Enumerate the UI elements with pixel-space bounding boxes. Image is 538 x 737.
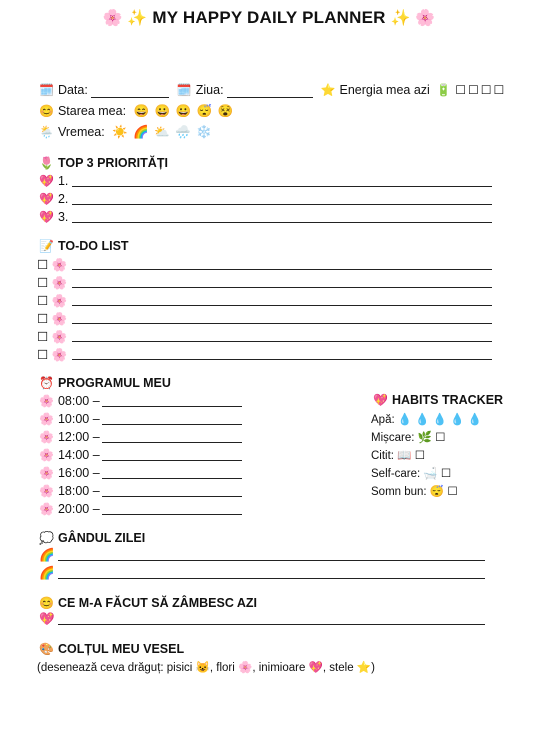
schedule-line[interactable] — [102, 424, 242, 425]
weather-row — [39, 124, 213, 140]
habit-item — [371, 430, 445, 444]
star-icon: ⭐ — [320, 83, 336, 97]
thought-bubble-icon: 💭 — [39, 531, 54, 545]
schedule-line[interactable] — [102, 406, 242, 407]
smile-icon: 😊 — [39, 596, 54, 610]
thought-title: GÂNDUL ZILEI — [57, 531, 146, 545]
schedule-slot — [39, 430, 100, 444]
flower-icon: 🌸 — [51, 294, 68, 308]
schedule-line[interactable] — [102, 514, 242, 515]
priority-number: 3. — [57, 210, 69, 224]
habit-item — [371, 448, 425, 462]
todo-line[interactable] — [72, 323, 492, 324]
flower-icon: 🌸 — [51, 348, 68, 362]
todo-title: TO-DO LIST — [57, 239, 129, 253]
heart-icon: 💖 — [373, 393, 388, 407]
priorities-heading — [39, 156, 168, 170]
weather-icon: 🌦️ — [39, 125, 54, 139]
thought-line-2[interactable] — [58, 578, 485, 579]
habit-checkbox[interactable]: 📖 ☐ — [397, 450, 426, 462]
smile-heading — [39, 596, 257, 610]
corner-text: , inimioare — [252, 662, 306, 674]
date-label: Data: — [57, 83, 88, 97]
schedule-heading — [39, 376, 171, 390]
star-icon: ⭐ — [356, 662, 372, 674]
habit-label: Citit: — [371, 450, 394, 462]
todo-line[interactable] — [72, 287, 492, 288]
flower-icon: 🌸 — [51, 330, 68, 344]
corner-text: (desenează ceva drăguț: pisici — [37, 662, 193, 674]
habit-checkbox[interactable]: 😴 ☐ — [429, 486, 458, 498]
weather-options[interactable]: ☀️ 🌈 ⛅ 🌧️ ❄️ — [112, 125, 213, 139]
date-field[interactable] — [91, 85, 169, 98]
flower-icon: 🌸 — [39, 394, 54, 408]
rainbow-icon: 🌈 — [39, 566, 55, 580]
flower-icon: 🌸 — [39, 430, 54, 444]
smile-icon: 😊 — [39, 104, 54, 118]
schedule-time: 14:00 – — [57, 448, 100, 462]
flower-icon: 🌸 — [39, 466, 54, 480]
todo-checkbox[interactable]: ☐ — [37, 258, 49, 272]
rainbow-icon: 🌈 — [39, 548, 55, 562]
todo-item — [37, 311, 67, 327]
habit-item — [371, 484, 458, 498]
heart-icon: 💖 — [308, 662, 323, 674]
thought-line-1[interactable] — [58, 560, 485, 561]
corner-text: , flori — [209, 662, 235, 674]
heart-icon: 💖 — [39, 612, 55, 626]
priority-line-2[interactable] — [72, 204, 492, 205]
priority-line-3[interactable] — [72, 222, 492, 223]
schedule-line[interactable] — [102, 442, 242, 443]
heart-icon: 💖 — [39, 210, 54, 224]
memo-icon: 📝 — [39, 239, 54, 253]
energy-label: Energia mea azi — [339, 83, 430, 97]
todo-checkbox[interactable]: ☐ — [37, 276, 49, 290]
todo-checkbox[interactable]: ☐ — [37, 294, 49, 308]
battery-icon: 🔋 — [436, 83, 452, 97]
flower-sparkle-icon: 🌸 ✨ — [102, 10, 148, 27]
page-title — [0, 8, 538, 28]
priority-line-1[interactable] — [72, 186, 492, 187]
schedule-time: 08:00 – — [57, 394, 100, 408]
todo-line[interactable] — [72, 359, 492, 360]
weather-label: Vremea: — [57, 125, 105, 139]
heart-icon: 💖 — [39, 192, 54, 206]
priority-item — [39, 192, 68, 206]
corner-heading — [39, 642, 184, 656]
habit-checkbox[interactable]: 🌿 ☐ — [417, 432, 446, 444]
schedule-slot — [39, 448, 100, 462]
todo-item — [37, 293, 67, 309]
todo-item — [37, 275, 67, 291]
heart-icon: 💖 — [39, 174, 54, 188]
mood-label: Starea mea: — [57, 104, 127, 118]
schedule-line[interactable] — [102, 496, 242, 497]
schedule-time: 12:00 – — [57, 430, 100, 444]
schedule-time: 10:00 – — [57, 412, 100, 426]
flower-icon: 🌸 — [51, 312, 68, 326]
calendar-icon: 🗓️ — [39, 83, 54, 97]
corner-text: ) — [371, 662, 375, 674]
tulip-icon: 🌷 — [39, 156, 54, 170]
todo-item — [37, 347, 67, 363]
priority-number: 1. — [57, 174, 69, 188]
mood-row — [39, 103, 234, 119]
habit-label: Self-care: — [371, 468, 421, 480]
habit-item — [371, 412, 482, 426]
schedule-line[interactable] — [102, 460, 242, 461]
todo-checkbox[interactable]: ☐ — [37, 312, 49, 326]
flower-icon: 🌸 — [39, 448, 54, 462]
schedule-line[interactable] — [102, 478, 242, 479]
todo-line[interactable] — [72, 305, 492, 306]
flower-icon: 🌸 — [39, 484, 54, 498]
flower-icon: 🌸 — [39, 502, 54, 516]
priority-item — [39, 174, 68, 188]
mood-options[interactable]: 😄 😀 😀 😴 😵 — [133, 104, 235, 118]
palette-icon: 🎨 — [39, 642, 54, 656]
habit-label: Apă: — [371, 414, 395, 426]
alarm-clock-icon: ⏰ — [39, 376, 54, 390]
todo-item — [37, 257, 67, 273]
todo-checkbox[interactable]: ☐ — [37, 330, 49, 344]
corner-text: , stele — [322, 662, 354, 674]
flower-icon: 🌸 — [39, 412, 54, 426]
flower-icon: 🌸 — [238, 662, 253, 674]
todo-line[interactable] — [72, 269, 492, 270]
sparkle-flower-icon: ✨ 🌸 — [390, 10, 436, 27]
habit-item — [371, 466, 451, 480]
todo-heading — [39, 239, 129, 253]
habits-heading — [373, 393, 503, 407]
smile-title: CE M-A FĂCUT SĂ ZÂMBESC AZI — [57, 596, 258, 610]
schedule-slot — [39, 394, 100, 408]
habits-title: HABITS TRACKER — [391, 393, 504, 407]
schedule-slot — [39, 484, 100, 498]
schedule-time: 18:00 – — [57, 484, 100, 498]
schedule-slot — [39, 502, 100, 516]
habit-checkbox[interactable]: 🛁 ☐ — [423, 468, 452, 480]
schedule-time: 16:00 – — [57, 466, 100, 480]
water-drops-tracker[interactable]: 💧 💧 💧 💧 💧 — [397, 414, 483, 426]
flower-icon: 🌸 — [51, 276, 68, 290]
priority-item — [39, 210, 68, 224]
habit-label: Mișcare: — [371, 432, 415, 444]
day-field[interactable] — [227, 85, 313, 98]
thought-heading — [39, 531, 145, 545]
corner-instructions — [37, 660, 375, 674]
energy-checkboxes[interactable]: ☐☐☐☐ — [455, 83, 507, 97]
todo-item — [37, 329, 67, 345]
priorities-title: TOP 3 PRIORITĂȚI — [57, 156, 168, 170]
smile-line[interactable] — [58, 624, 485, 625]
calendar-icon: 🗓️ — [176, 83, 192, 97]
day-label: Ziua: — [195, 83, 224, 97]
cat-icon: 😺 — [195, 662, 210, 674]
priority-number: 2. — [57, 192, 69, 206]
schedule-time: 20:00 – — [57, 502, 100, 516]
flower-icon: 🌸 — [51, 258, 68, 272]
schedule-slot — [39, 412, 100, 426]
page-title-text: MY HAPPY DAILY PLANNER — [152, 8, 386, 27]
habit-label: Somn bun: — [371, 486, 427, 498]
schedule-slot — [39, 466, 100, 480]
todo-line[interactable] — [72, 341, 492, 342]
corner-title: COLȚUL MEU VESEL — [57, 642, 185, 656]
todo-checkbox[interactable]: ☐ — [37, 348, 49, 362]
schedule-title: PROGRAMUL MEU — [57, 376, 171, 390]
date-row — [39, 82, 506, 98]
